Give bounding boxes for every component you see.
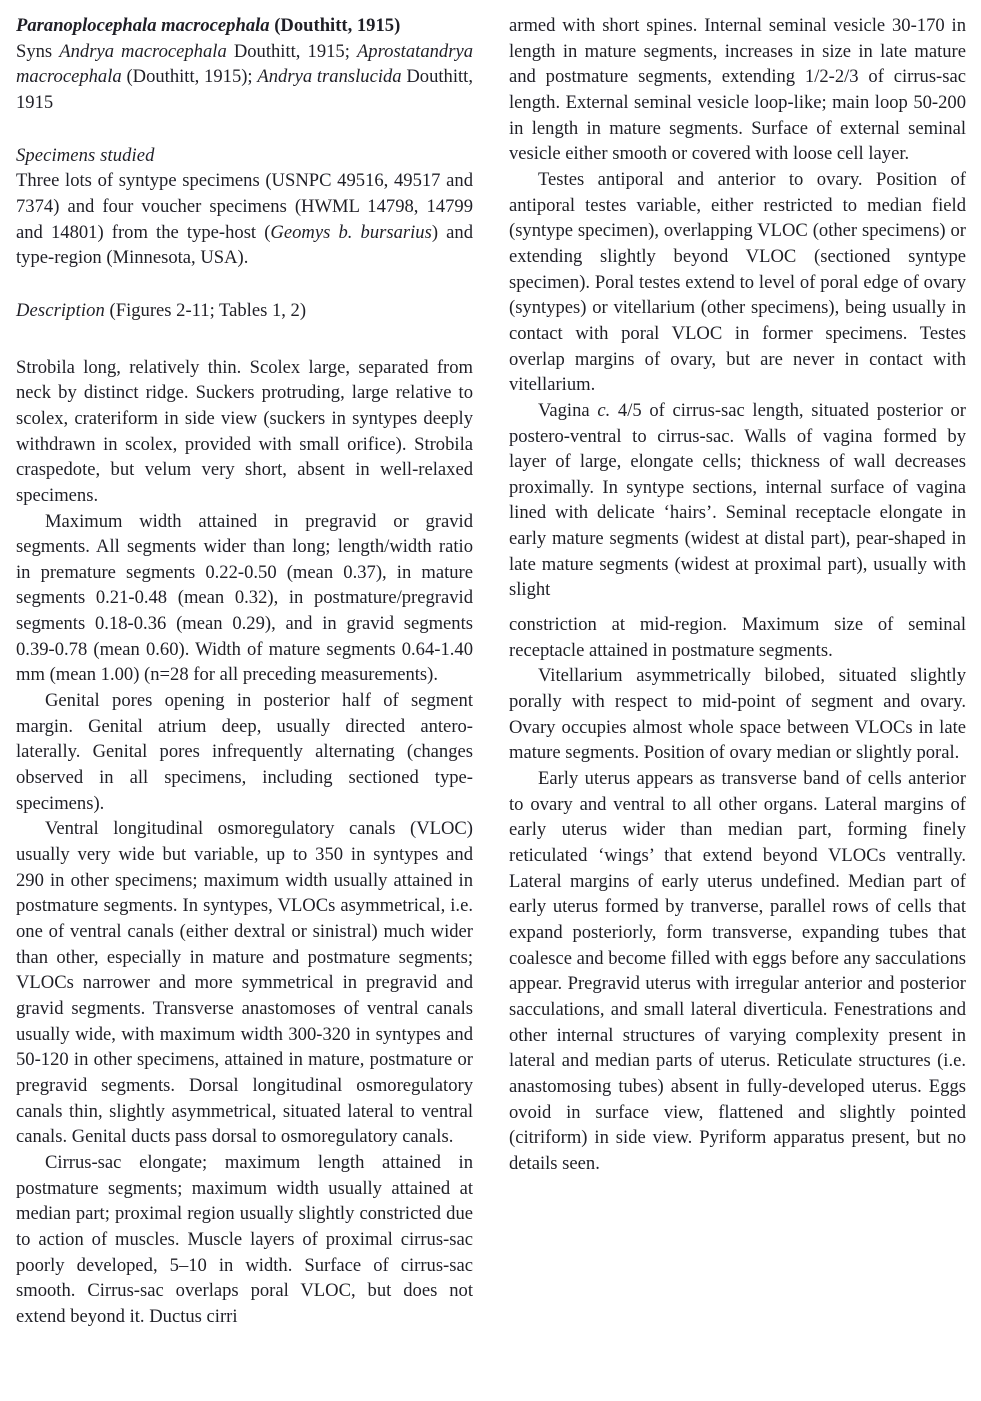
right-column (509, 13, 966, 1401)
para-testes (509, 167, 966, 398)
text-run: Douthitt, 1915 (16, 66, 473, 113)
text-run: Testes antiporal and anterior to ovary. Position of antiporal testes variable, either restricted to median field (syntype specimen), overlapping VLOC (other specimens) or extending slightly beyond VLOC (sectioned syntype specimen). Poral testes extend to level of poral edge of ovary (syntypes) or vitellarium (other specimens), being usually in contact with poral VLOC in former specimens. Testes overlap margins of ovary, but are never in contact with vitellarium. (509, 168, 966, 396)
text-run: constriction at mid-region. Maximum size of seminal receptacle attained in postmature segments. (509, 614, 966, 661)
para-vloc (16, 816, 473, 1150)
para-early-uterus (509, 766, 966, 1177)
specimens-studied-heading (16, 143, 473, 169)
text-run: armed with short spines. Internal seminal vesicle 30-170 in length in mature segments, increases in size in late mature and postmature segments, extending 1/2-2/3 of cirrus-sac length. External seminal vesicle loop-like; main loop 50-200 in length in mature segments. Surface of external seminal vesicle either smooth or covered with loose cell layer. (509, 15, 966, 165)
text-run: Strobila long, relatively thin. Scolex large, separated from neck by distinct ridge. Suckers protruding, large relative to scolex, crateriform in side view (suckers in syntypes deeply withdrawn in scolex, provided with small orifice). Strobila craspedote, but velum very short, absent in well-relaxed specimens. (16, 356, 473, 506)
text-run: Paranoplocephala macrocephala (16, 15, 270, 36)
text-run: ) and type-region (Minnesota, USA). (16, 221, 473, 269)
text-run: Specimens studied (16, 144, 155, 166)
text-run: Andrya translucida (257, 66, 402, 88)
text-run: (Figures 2-11; Tables 1, 2) (104, 299, 307, 321)
synonyms (16, 39, 473, 116)
text-run: Description (16, 299, 105, 321)
text-run: Vitellarium asymmetrically bilobed, situated slightly porally with respect to mid-point of segment and ovary. Ovary occupies almost whole space between VLOCs in late mature segments. Position of ovary median or slightly poral. (509, 665, 966, 764)
para-maximum-width (16, 509, 473, 689)
para-cirrus-sac (16, 1150, 473, 1330)
left-column (16, 13, 473, 1401)
text-run: 4/5 of cirrus-sac length, situated posterior or postero-ventral to cirrus-sac. Walls of vagina formed by layer of large, elongate cells; thickness of wall decreases proximally. In syntype sections, internal surface of vagina lined with delicate ‘hairs’. Seminal receptacle elongate in early mature segments (widest at distal part), pear-shaped in late mature segments (widest at proximal part), usually with slight (509, 399, 966, 601)
text-run: Cirrus-sac elongate; maximum length attained in postmature segments; maximum width usually attained at median part; proximal region usually slightly constricted due to action of muscles. Muscle layers of proximal cirrus-sac poorly developed, 5–10 in width. Surface of cirrus-sac smooth. Cirrus-sac overlaps poral VLOC, but does not extend beyond it. Ductus cirri (16, 1151, 473, 1327)
species-title (16, 13, 473, 39)
text-run: Early uterus appears as transverse band of cells anterior to ovary and ventral to all other organs. Lateral margins of early uterus wider than median part, forming finely reticulated ‘wings’ that extend beyond VLOCs ventrally. Lateral margins of early uterus undefined. Median part of early uterus formed by tranverse, parallel rows of cells that expand posteriorly, form transverse, expanding tubes that coalesce and become filled with eggs before any sacculations appear. Pregravid uterus with irregular anterior and posterior sacculations, and small lateral diverticula. Fenestrations and other internal structures of varying complexity present in lateral and median parts of uterus. Reticulate structures (i.e. anastomosing tubes) absent in fully-developed uterus. Eggs ovoid in surface view, flattened and slightly pointed (citriform) in side view. Pyriform apparatus present, but no details seen. (509, 768, 966, 1174)
text-run: (Douthitt, 1915); (121, 66, 258, 88)
text-run: Geomys b. bursarius (270, 221, 432, 243)
description-heading (16, 298, 473, 324)
para-constriction (509, 612, 966, 663)
text-run: Genital pores opening in posterior half of segment margin. Genital atrium deep, usually directed antero-laterally. Genital pores infrequently alternating (changes observed in all specimens, including sectioned type-specimens). (16, 690, 473, 814)
text-run: Andrya macrocephala (59, 40, 227, 62)
text-run: Aprostatandrya macrocephala (16, 40, 473, 88)
para-genital-pores (16, 688, 473, 816)
text-run: Syns (16, 40, 60, 62)
text-run: Ventral longitudinal osmoregulatory canals (VLOC) usually very wide but variable, up to 350 in syntypes and 290 in other specimens; maximum width usually attained in postmature segments. In syntypes, VLOCs asymmetrical, i.e. one of ventral canals (either dextral or sinistral) much wider than other, especially in mature and postmature segments; VLOCs narrower and more symmetrical in pregravid and gravid segments. Transverse anastomoses of ventral canals usually wide, with maximum width 300-320 in syntypes and 50-120 in other specimens, attained in mature, postmature or pregravid segments. Dorsal longitudinal osmoregulatory canals thin, slightly asymmetrical, situated lateral to ventral canals. Genital ducts pass dorsal to osmoregulatory canals. (16, 818, 473, 1148)
text-run: Three lots of syntype specimens (USNPC 49516, 49517 and 7374) and four voucher specimens (HWML 14798, 14799 and 14801) from the type-host ( (16, 170, 473, 243)
text-run: c. (597, 399, 611, 421)
para-armed-spines (509, 13, 966, 167)
para-vitellarium (509, 663, 966, 766)
specimens-studied-text (16, 168, 473, 271)
para-vagina (509, 398, 966, 603)
text-run: (Douthitt, 1915) (269, 15, 401, 36)
text-run: Vagina (538, 399, 598, 421)
text-run: Douthitt, 1915; (226, 40, 357, 62)
para-strobila (16, 355, 473, 509)
text-run: Maximum width attained in pregravid or gravid segments. All segments wider than long; length/width ratio in premature segments 0.22-0.50 (mean 0.37), in mature segments 0.21-0.48 (mean 0.32), in postmature/pregravid segments 0.18-0.36 (mean 0.29), and in gravid segments 0.39-0.78 (mean 0.60). Width of mature segments 0.64-1.40 mm (mean 1.00) (n=28 for all preceding measurements). (16, 510, 473, 686)
